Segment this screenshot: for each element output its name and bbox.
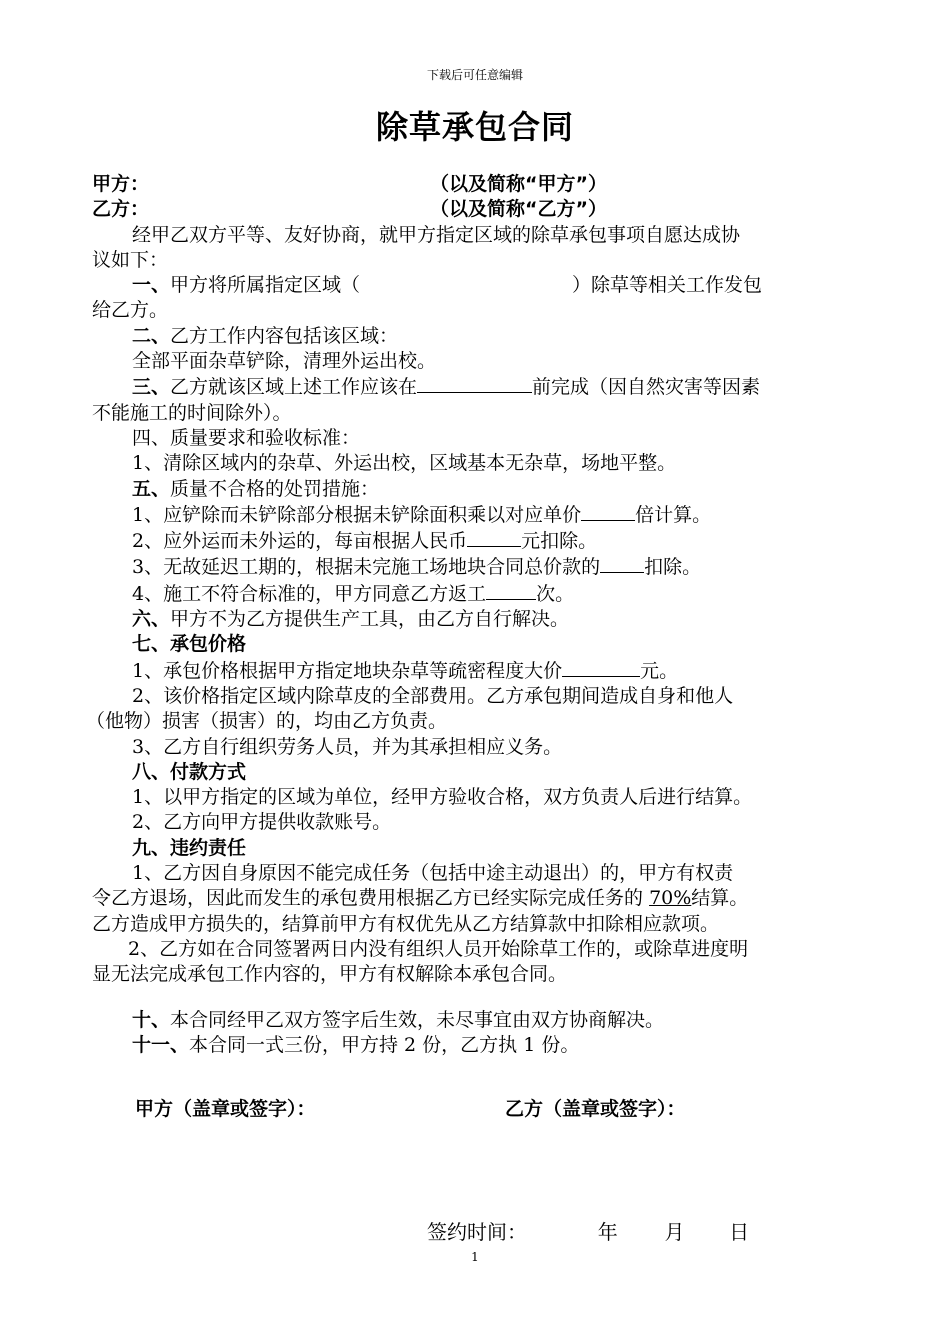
clause-9-item-1-line-2: [92, 886, 862, 911]
clause-9-item-1-text-end: 结算。: [691, 887, 749, 910]
party-b-abbr: （以及简称“乙方”）: [430, 198, 607, 221]
clause-6-text: 甲方不为乙方提供生产工具，由乙方自行解决。: [170, 608, 570, 631]
contract-body: [86, 172, 862, 1058]
clause-9-item-2-line-2: 显无法完成承包工作内容的，甲方有权解除本承包合同。: [92, 963, 568, 986]
date-year-label: 年: [597, 1220, 618, 1244]
clause-4-item-1: 1、清除区域内的杂草、外运出校，区域基本无杂草，场地平整。: [132, 452, 677, 475]
clause-9-item-1-line-3: 乙方造成甲方损失的，结算前甲方有权优先从乙方结算款中扣除相应款项。: [92, 912, 720, 935]
party-b-signature-label: 乙方（盖章或签字）：: [505, 1098, 686, 1120]
clause-9-heading: 九、违约责任: [132, 836, 247, 859]
clause-7-item-3: 3、乙方自行组织劳务人员，并为其承担相应义务。: [132, 735, 563, 758]
page-header-note: 下载后可任意编辑: [426, 68, 523, 82]
clause-5-text: 质量不合格的处罚措施：: [170, 477, 380, 500]
clause-3-heading: 三、: [132, 376, 171, 399]
clause-5-item-1: [92, 502, 862, 528]
clause-5-item-2-text-a: 2、应外运而未外运的，每亩根据人民币: [132, 530, 468, 553]
clause-3-text-a: 乙方就该区域上述工作应该在: [170, 376, 418, 399]
clause-4-heading: 四、质量要求和验收标准：: [132, 426, 361, 449]
clause-1-line-2: 给乙方。: [92, 299, 169, 322]
clause-5-item-1-blank: [581, 502, 635, 521]
clause-5-heading: 五、: [132, 477, 171, 500]
clause-8-item-2: 2、乙方向甲方提供收款账号。: [132, 811, 392, 834]
party-a-abbr: （以及简称“甲方”）: [430, 173, 607, 195]
clause-1-heading: 一、: [132, 274, 171, 297]
clause-2-line-1: [92, 324, 862, 349]
clause-7-price-blank: [562, 658, 640, 677]
clause-1-line-1: [92, 273, 862, 298]
clause-8-heading: 八、付款方式: [132, 760, 247, 783]
clause-7-heading: 七、承包价格: [132, 633, 247, 656]
clause-10-text: 本合同经甲乙双方签字后生效，未尽事宜由双方协商解决。: [170, 1008, 665, 1031]
clause-11-line: [92, 1033, 862, 1058]
clause-7-item-2-line-2: （他物）损害（损害）的，均由乙方负责。: [86, 710, 448, 733]
clause-3-line-2: 不能施工的时间除外）。: [92, 401, 292, 424]
signing-date-row: [427, 1216, 749, 1245]
clause-5-item-3-text-b: 扣除。: [644, 556, 702, 579]
clause-9-item-1-line-1: 1、乙方因自身原因不能完成任务（包括中途主动退出）的，甲方有权责: [132, 862, 734, 885]
party-a-line: [92, 172, 862, 197]
clause-1-text-b: ）除草等相关工作发包: [572, 274, 763, 297]
clause-7-item-1: [92, 658, 862, 684]
party-b-line: [92, 197, 862, 222]
clause-5-item-4-blank: [486, 581, 536, 600]
intro-line-2: 议如下：: [92, 248, 169, 271]
clause-3-line-1: [92, 374, 862, 400]
clause-5-line: [92, 477, 862, 502]
clause-9-item-1-text: 令乙方退场，因此而发生的承包费用根据乙方已经实际完成任务的: [92, 887, 644, 910]
clause-2-heading: 二、: [132, 324, 171, 347]
date-month-label: 月: [664, 1220, 685, 1244]
clause-2-text: 乙方工作内容包括该区域：: [170, 324, 399, 347]
clause-5-item-4-text-a: 4、施工不符合标准的，甲方同意乙方返工: [132, 582, 487, 605]
document-title: 除草承包合同: [375, 108, 574, 146]
clause-7-item-1-text-b: 元。: [640, 659, 679, 682]
clause-9-percentage: 70%: [649, 887, 692, 910]
clause-11-heading: 十一、: [132, 1033, 190, 1056]
clause-5-item-2: [92, 528, 862, 554]
clause-6-heading: 六、: [132, 608, 171, 631]
clause-5-item-3-blank: [600, 554, 644, 573]
clause-3-deadline-blank: [417, 374, 532, 393]
signing-date-label: 签约时间：: [427, 1220, 527, 1244]
clause-7-item-1-text-a: 1、承包价格根据甲方指定地块杂草等疏密程度大价: [132, 659, 563, 682]
clause-3-text-b: 前完成（因自然灾害等因素: [532, 376, 761, 399]
clause-5-item-3: [92, 554, 862, 580]
clause-5-item-3-text-a: 3、无故延迟工期的，根据未完施工场地块合同总价款的: [132, 556, 601, 579]
party-a-label: 甲方：: [92, 173, 150, 195]
clause-9-item-2-line-1: 2、乙方如在合同签署两日内没有组织人员开始除草工作的，或除草进度明: [128, 937, 749, 960]
clause-5-item-2-blank: [467, 528, 521, 547]
clause-5-item-4-text-b: 次。: [536, 582, 575, 605]
clause-11-text: 本合同一式三份，甲方持 2 份，乙方执 1 份。: [189, 1033, 580, 1056]
clause-5-item-1-text-a: 1、应铲除而未铲除部分根据未铲除面积乘以对应单价: [132, 503, 582, 526]
clause-6-line: [92, 607, 862, 632]
clause-2-line-2: 全部平面杂草铲除，清理外运出校。: [132, 350, 437, 373]
clause-10-line: [92, 1008, 862, 1033]
clause-10-heading: 十、: [132, 1008, 171, 1031]
date-day-label: 日: [729, 1220, 750, 1244]
intro-line-1: 经甲乙双方平等、友好协商，就甲方指定区域的除草承包事项自愿达成协: [132, 223, 741, 246]
clause-5-item-2-text-b: 元扣除。: [521, 530, 598, 553]
clause-7-item-2-line-1: 2、该价格指定区域内除草皮的全部费用。乙方承包期间造成自身和他人: [132, 684, 734, 707]
party-b-label: 乙方：: [92, 198, 150, 221]
clause-5-item-1-text-b: 倍计算。: [635, 503, 712, 526]
party-a-signature-label: 甲方（盖章或签字）：: [135, 1098, 316, 1120]
page-number: 1: [471, 1250, 479, 1264]
clause-1-text-a: 甲方将所属指定区域（: [170, 274, 361, 297]
clause-8-item-1: 1、以甲方指定的区域为单位，经甲方验收合格，双方负责人后进行结算。: [132, 786, 753, 809]
clause-5-item-4: [92, 581, 862, 607]
